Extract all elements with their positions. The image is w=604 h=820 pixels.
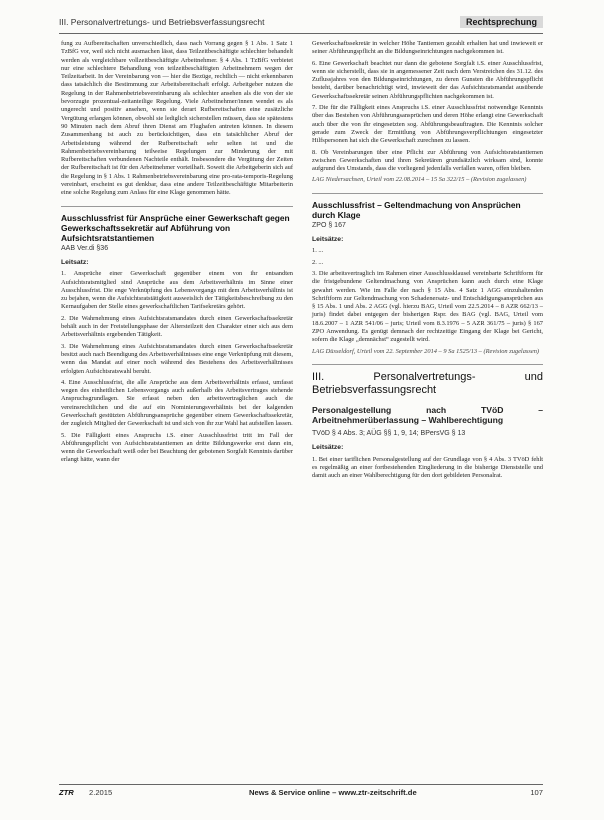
norm-reference: TVöD § 4 Abs. 3; AÜG §§ 1, 9, 14; BPersVG § 13 bbox=[312, 429, 466, 437]
intro-paragraph: fung zu Aufbereitschaften unverschiedlich, dass nach Vorrang gegen § 1 Abs. 1 Satz 1 TzBfG vor, weil sich nicht ausmachen lässt, dass Teilzeitbeschäftigte schlechter behandelt werden als vergleichbare vollzeitbeschäftigte Arbeitnehmer. § 4 Abs. 1 TzBfG verbietet nur eine schlechtere Behandlung von teilzeitbeschäftigten Arbeitnehmern wegen der Teilzeitarbeit. In der Vereinbarung von — hier die Bezüge, rechtlich — nicht erkennbaren dass tatsächlich die Bestimmung zur Arbeitsbereitschaft erfolgt. Arbeitgeber nutzen die Regelung in der Rahmenbetriebsvereinbarung als schlechter ansehen als die von der sie bevorzugte prozentual-zeitanteilige Regelung. Viele Arbeitnehmer/innen wendet es als ungerecht und positiv ansehen, wenn sie derart Rufbereitschaften eine zusätzliche Vergütung erlangen können, obwohl sie lediglich sicherstellen müssen, dass sie spätestens 90 Minuten nach dem Abruf ihren Dienst am Flughafen antreten können. In diesem Zusammenhang ist auch zu berücksichtigen, dass ein tatsächlicher Abruf der Arbeitsleistung während der Rufbereitschaft sehr selten ist und die Rahmenbetriebsvereinbarung teilweise Regelungen zur Minderung der mit Rufbereitschaften verbundenen Nachteile enthält. Insbesondere die Vergütung der Zeiten der Rufbereitschaft ist für den Arbeitnehmer vorteilhaft. Soweit die Arbeitgeberin sich auf die Regelung in § 1 Abs. 1 Rahmenbetriebsvereinbarung eine pro-rata-temporis-Regelung vereinbart, erscheint es gut denkbar, dass eine andere Teilzeitbeschäftigte Mitarbeiterin eine solche Regelung zum Anlass für eine Klage genommen hätte. bbox=[61, 40, 293, 197]
norm-reference: AAB Ver.di §36 bbox=[61, 244, 109, 252]
leitsatz-paragraph: 4. Eine Ausschlussfrist, die alle Ansprüche aus dem Arbeitsverhältnis erfasst, umfasst wegen des einheitlichen Lebensvorgangs auch außerhalb des Arbeitsvertrages stehende Anspruchsgrundlagen. Sie erfasst neben den arbeitsvertraglichen auch die vereinsrechtlichen und die auf ein Nominierungsverhältnis bei der kalgenden Gewerkschaft gestützten Abführungsansprüche gegenüber einem Gewerkschaftssekretär, der zugleich Mitglied der Gewerkschaft ist und sich von ihr zur Wahl hat aufstellen lassen. bbox=[61, 378, 293, 428]
right-column bbox=[312, 40, 543, 483]
leitsatz-paragraph: 5. Die Fälligkeit eines Anspruchs i.S. einer Ausschlussfrist tritt im Fall der Abführungspflicht von Aufsichtsratstantiemen an dritte Bildungswerke erst dann ein, wenn die Gewerkschaft weiß oder bei Beachtung der gebotenen Sorgfalt Kenntnis darüber erlangt hätte, wann der bbox=[61, 431, 293, 464]
norm-reference: ZPO § 167 bbox=[312, 221, 346, 229]
section-divider bbox=[312, 364, 543, 365]
chapter-title: III. Personalvertretungs- und Betriebsverfassungsrecht bbox=[312, 370, 543, 396]
leitsatz-label: Leitsatz: bbox=[61, 258, 89, 266]
section-title: Ausschlussfrist für Ansprüche einer Gewerkschaft gegen Gewerkschaftssekretär auf Abführung von Aufsichtsratstantiemen bbox=[61, 212, 290, 243]
left-column bbox=[61, 40, 293, 468]
page-number: 107 bbox=[530, 788, 543, 797]
leitsatz-paragraph: 8. Ob Vereinbarungen über eine Pflicht zur Abführung von Aufsichtsratstantiemen zwischen Gewerkschaften und ihren Sekretären grundsätzlich wirksam sind, konnte aufgrund des Umstands, dass die vorliegend jedenfalls verfallen waren, offen bleiben. bbox=[312, 148, 543, 173]
page-footer bbox=[59, 784, 543, 799]
court-source: LAG Niedersachsen, Urteil vom 22.08.2014 – 15 Sa 322/15 – (Revision zugelassen) bbox=[312, 176, 527, 184]
issue-number: 2.2015 bbox=[89, 788, 113, 797]
leitsatz-paragraph: 6. Eine Gewerkschaft beachtet nur dann die gebotene Sorgfalt i.S. einer Ausschlussfrist, wenn sie sicherstellt, dass sie in angemessener Zeit nach dem Verstreichen des 31.12. des Zuflussjahres von den Bildungseinrichtungen, zu deren Gunsten die Abführungspflicht besteht, darüber benachrichtigt wird, inwieweit der das Aufsichtsratsmandat ausübende Gewerkschaftssekretär seinen Abführungspflichten nachgekommen ist. bbox=[312, 59, 543, 100]
section-divider bbox=[61, 206, 293, 207]
section-divider bbox=[312, 193, 543, 194]
journal-logo: ZTR bbox=[59, 788, 74, 797]
leitsatz-paragraph: 2. ... bbox=[312, 258, 324, 266]
leitsatz-label: Leitsätze: bbox=[312, 444, 344, 452]
leitsatz-paragraph: 1. ... bbox=[312, 247, 324, 255]
website-link[interactable]: News & Service online – www.ztr-zeitschrift.de bbox=[249, 788, 417, 797]
leitsatz-paragraph: 7. Die für die Fälligkeit eines Anspruchs i.S. einer Ausschlussfrist notwendige Kenntnis über das Bestehen von Abführungsansprüchen und deren Höhe erlangt eine Gewerkschaft auch über die von ihr eingesetzten sog. Abführungsbeauftragten. Die Kenntnis solcher gerade zum Zweck der Ermittlung von Abführungsverpflichtungen eingesetzter Hilfspersonen hat sich die Gewerkschaft zurechnen zu lassen. bbox=[312, 104, 543, 145]
header-category-badge: Rechtsprechung bbox=[460, 16, 543, 28]
section-title: Ausschlussfrist – Geltendmachung von Ansprüchen durch Klage bbox=[312, 199, 521, 220]
leitsatz-paragraph: 3. Die Wahrnehmung eines Aufsichtsratsmandates durch einen Gewerkschaftssekretär besitzt auch nach Beendigung des Arbeitsverhältnisses eine enge Verknüpfung mit diesem, wenn das Mandat auf einer noch während des Bestehens des Arbeitsverhältnisses erfolgten Aufsichtsratswahl beruht. bbox=[61, 342, 293, 375]
leitsatz-label: Leitsätze: bbox=[312, 236, 344, 244]
header-section-title: III. Personalvertretungs- und Betriebsverfassungsrecht bbox=[59, 17, 265, 27]
leitsatz-paragraph: 2. Die Wahrnehmung eines Aufsichtsratsmandates durch einen Gewerkschaftssekretär behält auch in der Freistellungsphase der Altersteilzeit den Charakter einer sich aus dem Arbeitsverhältnis ergebenden Tätigkeit. bbox=[61, 314, 293, 339]
section-title: Personalgestellung nach TVöD – Arbeitnehmerüberlassung – Wahlberechtigung bbox=[312, 404, 543, 426]
leitsatz-paragraph: 1. Bei einer tariflichen Personalgestellung auf der Grundlage von § 4 Abs. 3 TVöD fehlt es regelmäßig an einer fortbestehenden Eingliederung in die bisherige Dienststelle und damit auch an einer Wahlberechtigung für den dort gebildeten Personalrat. bbox=[312, 455, 543, 480]
leitsatz-paragraph: 3. Die arbeitsvertraglich im Rahmen einer Ausschlussklausel vereinbarte Schriftform für die fristgebundene Geltendmachung von Ansprüchen kann auch durch eine Klage gewahrt werden. Wie im Falle der nach § 15 Abs. 4 Satz 1 AGG einzuhaltenden Schriftform zur Geltendmachung von Schadenersatz- und Entschädigungsansprüchen aus § 15 Abs. 1 und Abs. 2 AGG (vgl. hierzu BAG, Urteil vom 22.5.2014 – 8 AZR 662/13 – juris) findet dabei entgegen der bisherigen Rspr. des BAG (vgl. BAG, Urteil vom 18.6.2007 – 1 AZR 541/06 – juris; Urteil vom 8.3.1976 – 5 AZR 361/75 – juris) § 167 ZPO Anwendung. Es genügt demnach der rechtzeitige Eingang der Klage bei Gericht, sofern die Klage „demnächst“ zugestellt wird. bbox=[312, 269, 543, 344]
court-source: LAG Düsseldorf, Urteil vom 22. September 2014 – 9 Sa 1525/13 – (Revision zugelassen) bbox=[312, 347, 540, 355]
leitsatz-paragraph: 1. Ansprüche einer Gewerkschaft gegenüber einem von ihr entsandten Aufsichtsratsmitglied sind Ansprüche aus dem Arbeitsverhältnis im Sinne einer Ausschlussfrist. Die enge Verknüpfung des Lebensvorgangs mit dem Arbeitsverhältnis ist zu bejahen, wenn die Aufsichtsratstätigkeit ausweislich der Tätigkeitsbeschreibung zu den Kernaufgaben der Stelle eines gewerkschaftlichen Tarifsekretärs gehört. bbox=[61, 270, 293, 311]
running-header bbox=[59, 15, 543, 34]
continued-paragraph: Gewerkschaftssekretär in welcher Höhe Tantiemen gezahlt erhalten hat und inwieweit er seiner Abführungspflicht an die Bildungseinrichtungen nachgekommen ist. bbox=[312, 40, 543, 56]
